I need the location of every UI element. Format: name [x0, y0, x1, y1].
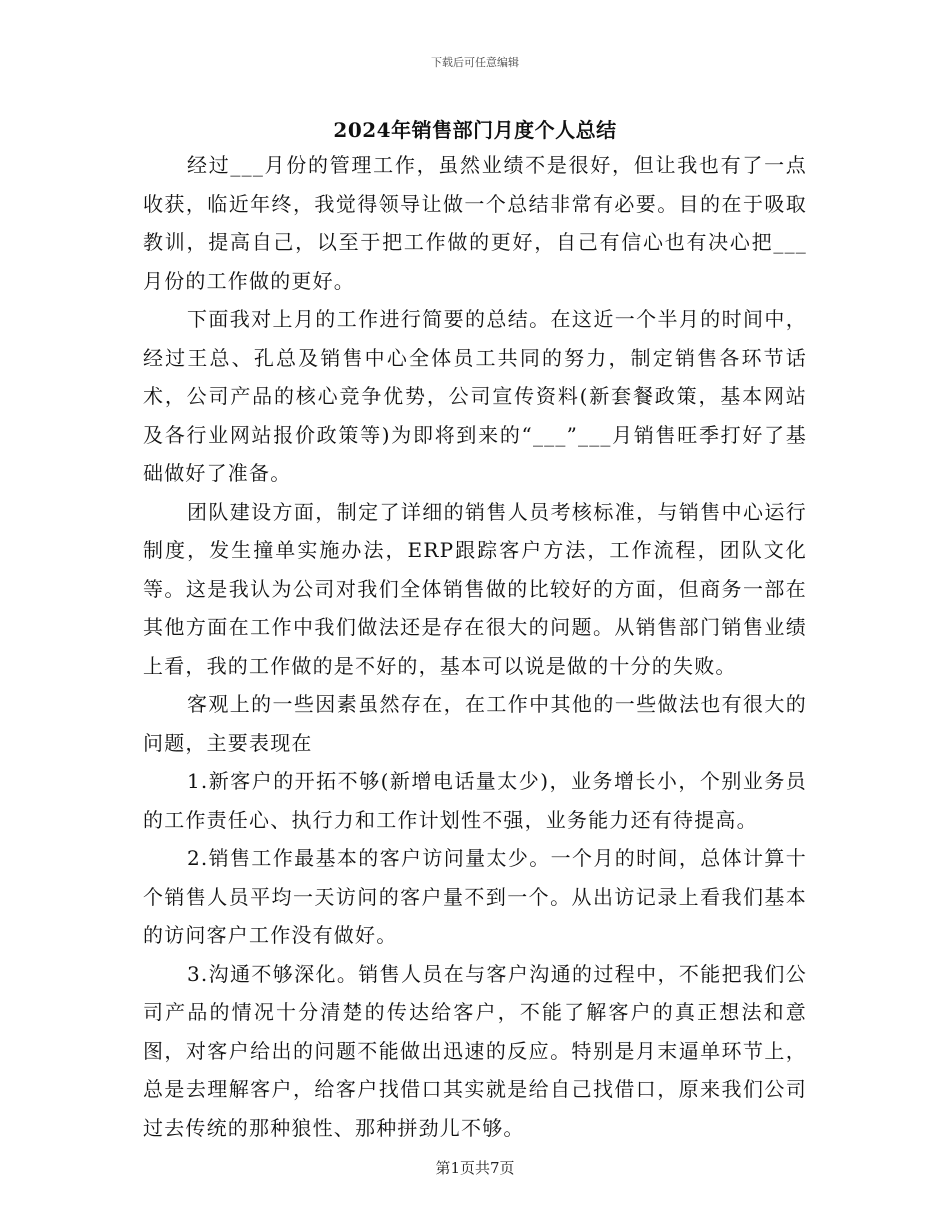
paragraph-summary: 下面我对上月的工作进行简要的总结。在这近一个半月的时间中，经过王总、孔总及销售中心全体员工共同的努力，制定销售各环节话术，公司产品的核心竞争优势，公司宣传资料(新套餐政策，基本网站及各行业网站报价政策等)为即将到来的“___”___月销售旺季打好了基础做好了准备。: [143, 307, 807, 485]
paragraph-team-building: 团队建设方面，制定了详细的销售人员考核标准，与销售中心运行制度，发生撞单实施办法，ERP跟踪客户方法，工作流程，团队文化等。这是我认为公司对我们全体销售做的比较好的方面，但商务一部在其他方面在工作中我们做法还是存在很大的问题。从销售部门销售业绩上看，我的工作做的是不好的，基本可以说是做的十分的失败。: [143, 499, 807, 678]
paragraph-intro: 经过___月份的管理工作，虽然业绩不是很好，但让我也有了一点收获，临近年终，我觉得领导让做一个总结非常有必要。目的在于吸取教训，提高自己，以至于把工作做的更好，自己有信心也有决心把___月份的工作做的更好。: [143, 153, 807, 293]
document-title: 2024年销售部门月度个人总结: [333, 118, 617, 142]
page-number: 第1页共7页: [435, 1159, 515, 1177]
paragraph-problems-intro: 客观上的一些因素虽然存在，在工作中其他的一些做法也有很大的问题，主要表现在: [143, 692, 807, 755]
paragraph-problem-2: 2.销售工作最基本的客户访问量太少。一个月的时间，总体计算十个销售人员平均一天访问的客户量不到一个。从出访记录上看我们基本的访问客户工作没有做好。: [143, 846, 807, 947]
paragraph-problem-1: 1.新客户的开拓不够(新增电话量太少)，业务增长小，个别业务员的工作责任心、执行力和工作计划性不强，业务能力还有待提高。: [143, 769, 807, 832]
document-body: [143, 146, 807, 1147]
header-note: 下载后可任意编辑: [431, 56, 519, 69]
paragraph-problem-3: 3.沟通不够深化。销售人员在与客户沟通的过程中，不能把我们公司产品的情况十分清楚的传达给客户，不能了解客户的真正想法和意图，对客户给出的问题不能做出迅速的反应。特别是月末逼单环节上，总是去理解客户，给客户找借口其实就是给自己找借口，原来我们公司过去传统的那种狼性、那种拼劲儿不够。: [143, 961, 807, 1140]
